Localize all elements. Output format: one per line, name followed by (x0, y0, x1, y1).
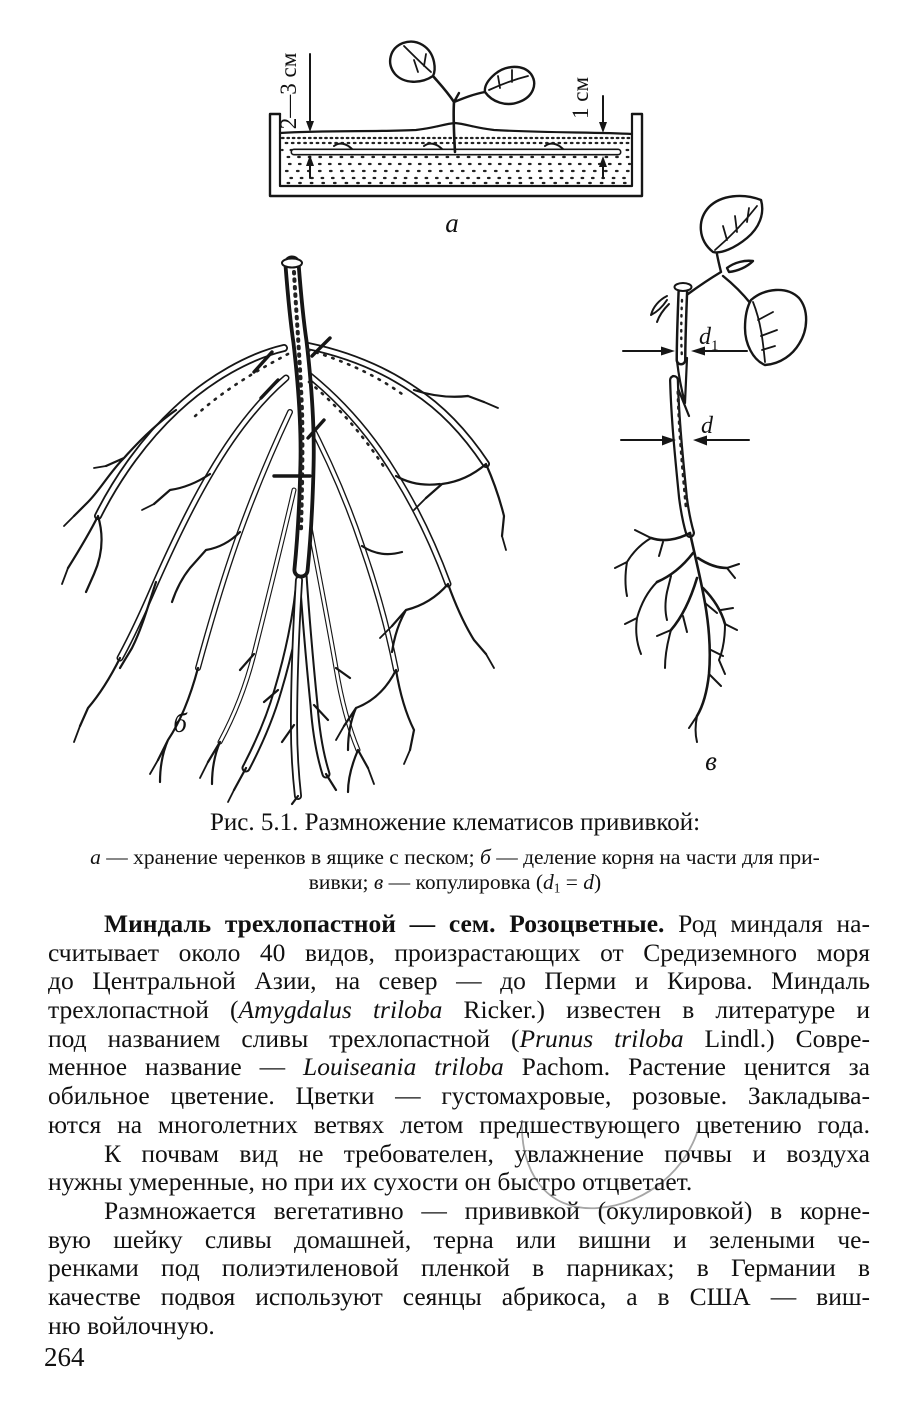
body-text-line: К почвам вид не требователен, увлажнение почвы и воздуха (104, 1138, 870, 1168)
body-text-line: качестве подвоя используют сеянцы абрикоса, а в США — виш- (48, 1281, 870, 1311)
caption-line: а — хранение черенков в ящике с песком; б — деление корня на части для при- (90, 845, 820, 869)
body-text-line: под названием сливы трехлопастной (Prunus triloba Lindl.) Совре- (48, 1023, 870, 1053)
depth-measure-right (568, 77, 607, 178)
scion-shoot (651, 196, 806, 365)
body-text-line: ренками под полиэтиленовой пленкой в парниках; в Германии в (48, 1253, 870, 1283)
panel-b-label: б (173, 708, 187, 738)
cut-marks (254, 338, 330, 476)
shoot-with-leaves (390, 42, 534, 152)
arrow-up-icon (306, 155, 314, 166)
d1-label: $d_1$ (699, 324, 719, 354)
caption-line: вивки; в — копулировка (d1 = d) (308, 869, 602, 895)
body-text-line: менное название — Louiseania triloba Pachom. Растение ценится за (48, 1052, 870, 1082)
bud (651, 296, 669, 322)
body-text-line: Миндаль трехлопастной — сем. Розоцветные. Род миндаля на- (104, 909, 870, 938)
leaf (745, 290, 806, 365)
page-number: 264 (44, 1342, 85, 1372)
figure-caption-details (0, 845, 910, 900)
body-text-line: Размножается вегетативно — прививкой (окулировкой) в корне- (104, 1195, 870, 1225)
body-text-line: нужны умеренные, но при их сухости он быстро отцветает. (48, 1167, 693, 1197)
body-text-line: вую шейку сливы домашней, терна или вишни и зелеными че- (48, 1224, 870, 1254)
stipule-blade (727, 261, 753, 272)
body-text-line: трехлопастной (Amygdalus triloba Ricker.) известен в литературе и (48, 995, 871, 1025)
rootstock-roots (615, 530, 739, 742)
depth-right-label: 1 см (568, 76, 593, 120)
leaf (701, 196, 762, 252)
arrow-right-icon (661, 347, 675, 356)
body-text-line: ются на многолетних ветвях летом предшествующего цветению года. (48, 1109, 870, 1139)
trunk-top-cut (282, 259, 302, 268)
depth-measure-left (276, 52, 314, 178)
panel-b-root-illustration (58, 250, 510, 806)
panel-v-label: в (705, 746, 717, 776)
arrow-down-icon (599, 122, 607, 133)
body-text-line: до Центральной Азии, на север — до Перми и Кирова. Миндаль (48, 966, 870, 996)
body-text-line: обильное цветение. Цветки — густомахровые, розовые. Закладыва- (48, 1081, 870, 1111)
root-branches (62, 390, 506, 804)
body-text (48, 910, 870, 1340)
scion-top-cut (675, 283, 692, 291)
body-text-line: ню войлочную. (48, 1310, 215, 1340)
body-text-line: считывает около 40 видов, произрастающих от Средиземного моря (48, 937, 870, 967)
arrow-down-icon (306, 121, 314, 132)
panel-v-graft-illustration (595, 188, 847, 780)
panel-a-label: а (445, 208, 459, 238)
d-measure (621, 413, 749, 446)
leaf (390, 42, 435, 82)
d-label: d (701, 413, 713, 439)
figure-caption: Рис. 5.1. Размножение клематисов прививкой: (209, 809, 701, 836)
panel-a-tray-illustration (266, 36, 648, 242)
leaf (485, 67, 534, 104)
depth-left-label: 2—3 см (276, 52, 301, 130)
